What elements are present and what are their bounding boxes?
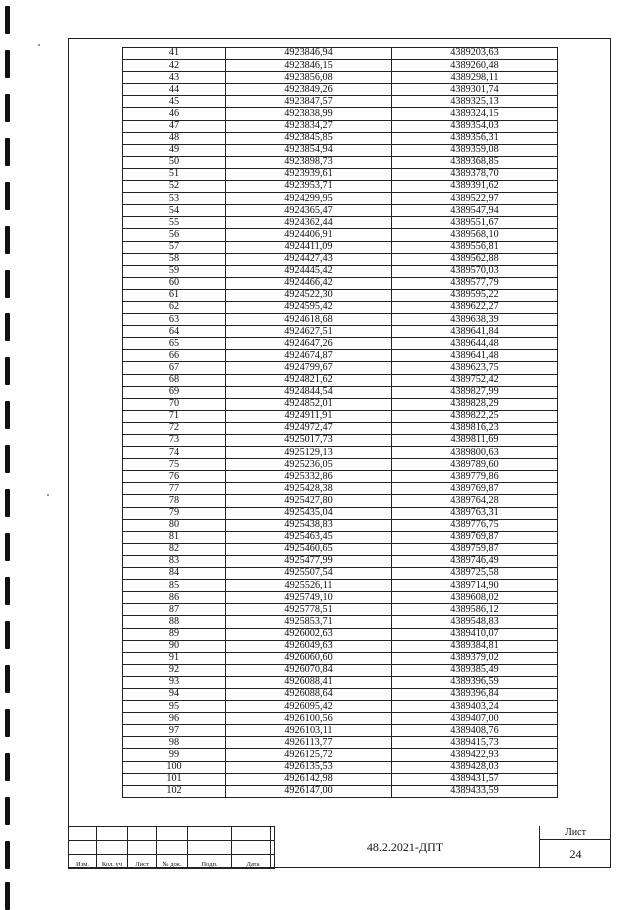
y-coordinate-cell: 4389391,62 xyxy=(392,181,558,193)
point-number-cell: 98 xyxy=(123,737,226,749)
x-coordinate-cell: 4923939,61 xyxy=(226,168,392,180)
y-coordinate-cell: 4389562,88 xyxy=(392,253,558,265)
table-row xyxy=(123,277,558,289)
x-coordinate-cell: 4925507,54 xyxy=(226,568,392,580)
x-coordinate-cell: 4924522,30 xyxy=(226,289,392,301)
y-coordinate-cell: 4389203,63 xyxy=(392,48,558,60)
y-coordinate-cell: 4389403,24 xyxy=(392,701,558,713)
x-coordinate-cell: 4926060,60 xyxy=(226,652,392,664)
y-coordinate-cell: 4389638,39 xyxy=(392,314,558,326)
title-block-grid xyxy=(68,826,275,869)
table-row xyxy=(123,108,558,120)
binder-hole xyxy=(5,357,10,385)
x-coordinate-cell: 4924647,26 xyxy=(226,338,392,350)
x-coordinate-cell: 4925477,99 xyxy=(226,555,392,567)
table-row xyxy=(123,555,558,567)
x-coordinate-cell: 4923898,73 xyxy=(226,156,392,168)
point-number-cell: 45 xyxy=(123,96,226,108)
point-number-cell: 77 xyxy=(123,483,226,495)
document-code: 48.2.2021-ДПТ xyxy=(270,826,540,868)
point-number-cell: 95 xyxy=(123,701,226,713)
sheet-header: Лист xyxy=(128,855,157,869)
coordinates-table-body xyxy=(123,48,558,798)
table-row xyxy=(123,48,558,60)
x-coordinate-cell: 4926095,42 xyxy=(226,701,392,713)
table-row xyxy=(123,241,558,253)
x-coordinate-cell: 4926103,11 xyxy=(226,725,392,737)
point-number-cell: 65 xyxy=(123,338,226,350)
binder-hole xyxy=(5,841,10,869)
table-row xyxy=(123,350,558,362)
y-coordinate-cell: 4389359,08 xyxy=(392,144,558,156)
table-row xyxy=(123,507,558,519)
y-coordinate-cell: 4389568,10 xyxy=(392,229,558,241)
point-number-cell: 62 xyxy=(123,301,226,313)
scan-speck xyxy=(47,494,49,496)
table-row xyxy=(123,495,558,507)
table-row xyxy=(123,459,558,471)
binder-hole xyxy=(5,270,10,298)
x-coordinate-cell: 4925129,13 xyxy=(226,447,392,459)
y-coordinate-cell: 4389623,75 xyxy=(392,362,558,374)
y-coordinate-cell: 4389811,69 xyxy=(392,435,558,447)
x-coordinate-cell: 4925749,10 xyxy=(226,592,392,604)
x-coordinate-cell: 4924821,62 xyxy=(226,374,392,386)
table-row xyxy=(123,580,558,592)
y-coordinate-cell: 4389641,84 xyxy=(392,326,558,338)
point-number-cell: 44 xyxy=(123,84,226,96)
point-number-cell: 78 xyxy=(123,495,226,507)
x-coordinate-cell: 4925778,51 xyxy=(226,604,392,616)
signature-header: Подп. xyxy=(188,855,232,869)
y-coordinate-cell: 4389641,48 xyxy=(392,350,558,362)
x-coordinate-cell: 4925236,05 xyxy=(226,459,392,471)
table-row xyxy=(123,120,558,132)
x-coordinate-cell: 4924411,09 xyxy=(226,241,392,253)
x-coordinate-cell: 4924799,67 xyxy=(226,362,392,374)
y-coordinate-cell: 4389354,03 xyxy=(392,120,558,132)
x-coordinate-cell: 4926070,84 xyxy=(226,664,392,676)
table-row xyxy=(123,362,558,374)
x-coordinate-cell: 4924427,43 xyxy=(226,253,392,265)
x-coordinate-cell: 4924466,42 xyxy=(226,277,392,289)
y-coordinate-cell: 4389759,87 xyxy=(392,543,558,555)
point-number-cell: 72 xyxy=(123,422,226,434)
table-row xyxy=(123,156,558,168)
y-coordinate-cell: 4389608,02 xyxy=(392,592,558,604)
y-coordinate-cell: 4389622,27 xyxy=(392,301,558,313)
count-header: Кол. уч xyxy=(97,855,128,869)
x-coordinate-cell: 4925435,04 xyxy=(226,507,392,519)
point-number-cell: 84 xyxy=(123,568,226,580)
table-row xyxy=(123,628,558,640)
point-number-cell: 47 xyxy=(123,120,226,132)
binder-hole xyxy=(5,665,10,693)
table-row xyxy=(123,664,558,676)
y-coordinate-cell: 4389407,00 xyxy=(392,713,558,725)
point-number-cell: 96 xyxy=(123,713,226,725)
x-coordinate-cell: 4923838,99 xyxy=(226,108,392,120)
table-row xyxy=(123,301,558,313)
x-coordinate-cell: 4925438,83 xyxy=(226,519,392,531)
point-number-cell: 73 xyxy=(123,435,226,447)
table-row xyxy=(123,168,558,180)
table-row xyxy=(123,422,558,434)
table-row xyxy=(123,84,558,96)
x-coordinate-cell: 4926088,41 xyxy=(226,676,392,688)
y-coordinate-cell: 4389800,63 xyxy=(392,447,558,459)
binder-hole xyxy=(5,6,10,34)
y-coordinate-cell: 4389385,49 xyxy=(392,664,558,676)
point-number-cell: 66 xyxy=(123,350,226,362)
y-coordinate-cell: 4389644,48 xyxy=(392,338,558,350)
y-coordinate-cell: 4389822,25 xyxy=(392,410,558,422)
x-coordinate-cell: 4924406,91 xyxy=(226,229,392,241)
binder-hole xyxy=(5,445,10,473)
x-coordinate-cell: 4923846,94 xyxy=(226,48,392,60)
x-coordinate-cell: 4924674,87 xyxy=(226,350,392,362)
sheet-label: Лист xyxy=(540,826,611,840)
y-coordinate-cell: 4389789,60 xyxy=(392,459,558,471)
table-row xyxy=(123,193,558,205)
x-coordinate-cell: 4923854,94 xyxy=(226,144,392,156)
y-coordinate-cell: 4389410,07 xyxy=(392,628,558,640)
binder-hole xyxy=(5,226,10,254)
table-row xyxy=(123,725,558,737)
table-row xyxy=(123,785,558,797)
point-number-cell: 58 xyxy=(123,253,226,265)
binder-hole xyxy=(5,489,10,517)
point-number-cell: 99 xyxy=(123,749,226,761)
y-coordinate-cell: 4389570,03 xyxy=(392,265,558,277)
point-number-cell: 76 xyxy=(123,471,226,483)
y-coordinate-cell: 4389548,83 xyxy=(392,616,558,628)
x-coordinate-cell: 4923856,08 xyxy=(226,72,392,84)
x-coordinate-cell: 4923849,26 xyxy=(226,84,392,96)
point-number-cell: 74 xyxy=(123,447,226,459)
y-coordinate-cell: 4389422,93 xyxy=(392,749,558,761)
y-coordinate-cell: 4389408,76 xyxy=(392,725,558,737)
table-row xyxy=(123,398,558,410)
point-number-cell: 67 xyxy=(123,362,226,374)
x-coordinate-cell: 4926100,56 xyxy=(226,713,392,725)
point-number-cell: 57 xyxy=(123,241,226,253)
point-number-cell: 50 xyxy=(123,156,226,168)
binder-hole xyxy=(5,401,10,429)
binder-hole xyxy=(5,753,10,781)
table-row xyxy=(123,229,558,241)
x-coordinate-cell: 4924445,42 xyxy=(226,265,392,277)
x-coordinate-cell: 4923953,71 xyxy=(226,181,392,193)
x-coordinate-cell: 4925526,11 xyxy=(226,580,392,592)
table-row xyxy=(123,205,558,217)
x-coordinate-cell: 4926113,77 xyxy=(226,737,392,749)
point-number-cell: 55 xyxy=(123,217,226,229)
point-number-cell: 102 xyxy=(123,785,226,797)
point-number-cell: 59 xyxy=(123,265,226,277)
x-coordinate-cell: 4924852,01 xyxy=(226,398,392,410)
y-coordinate-cell: 4389325,13 xyxy=(392,96,558,108)
y-coordinate-cell: 4389725,58 xyxy=(392,568,558,580)
table-row xyxy=(123,773,558,785)
y-coordinate-cell: 4389827,99 xyxy=(392,386,558,398)
point-number-cell: 94 xyxy=(123,688,226,700)
x-coordinate-cell: 4924362,44 xyxy=(226,217,392,229)
table-row xyxy=(123,483,558,495)
x-coordinate-cell: 4924911,91 xyxy=(226,410,392,422)
table-row xyxy=(123,60,558,72)
table-row xyxy=(123,253,558,265)
point-number-cell: 86 xyxy=(123,592,226,604)
y-coordinate-cell: 4389769,87 xyxy=(392,531,558,543)
table-row xyxy=(123,144,558,156)
x-coordinate-cell: 4924972,47 xyxy=(226,422,392,434)
table-row xyxy=(123,289,558,301)
table-row xyxy=(123,447,558,459)
binder-hole xyxy=(5,313,10,341)
title-block xyxy=(68,826,611,868)
table-row xyxy=(123,435,558,447)
y-coordinate-cell: 4389260,48 xyxy=(392,60,558,72)
table-row xyxy=(123,640,558,652)
binder-hole xyxy=(5,94,10,122)
point-number-cell: 53 xyxy=(123,193,226,205)
x-coordinate-cell: 4925460,65 xyxy=(226,543,392,555)
point-number-cell: 75 xyxy=(123,459,226,471)
binder-hole xyxy=(5,533,10,561)
point-number-cell: 83 xyxy=(123,555,226,567)
y-coordinate-cell: 4389431,57 xyxy=(392,773,558,785)
x-coordinate-cell: 4924595,42 xyxy=(226,301,392,313)
y-coordinate-cell: 4389433,59 xyxy=(392,785,558,797)
table-row xyxy=(123,531,558,543)
binder-hole xyxy=(5,138,10,166)
table-row xyxy=(123,217,558,229)
x-coordinate-cell: 4925427,80 xyxy=(226,495,392,507)
x-coordinate-cell: 4924627,51 xyxy=(226,326,392,338)
point-number-cell: 89 xyxy=(123,628,226,640)
y-coordinate-cell: 4389776,75 xyxy=(392,519,558,531)
y-coordinate-cell: 4389428,03 xyxy=(392,761,558,773)
table-row xyxy=(123,592,558,604)
y-coordinate-cell: 4389752,42 xyxy=(392,374,558,386)
point-number-cell: 69 xyxy=(123,386,226,398)
table-row xyxy=(123,132,558,144)
binder-hole xyxy=(5,882,10,910)
table-row xyxy=(123,604,558,616)
y-coordinate-cell: 4389379,02 xyxy=(392,652,558,664)
table-row xyxy=(123,652,558,664)
coordinates-table xyxy=(122,47,558,798)
x-coordinate-cell: 4926125,72 xyxy=(226,749,392,761)
point-number-cell: 87 xyxy=(123,604,226,616)
y-coordinate-cell: 4389415,73 xyxy=(392,737,558,749)
y-coordinate-cell: 4389301,74 xyxy=(392,84,558,96)
table-row xyxy=(123,386,558,398)
scan-speck xyxy=(38,44,40,46)
table-row xyxy=(123,265,558,277)
table-row xyxy=(123,701,558,713)
y-coordinate-cell: 4389396,84 xyxy=(392,688,558,700)
point-number-cell: 82 xyxy=(123,543,226,555)
point-number-cell: 85 xyxy=(123,580,226,592)
y-coordinate-cell: 4389779,86 xyxy=(392,471,558,483)
x-coordinate-cell: 4926088,64 xyxy=(226,688,392,700)
y-coordinate-cell: 4389595,22 xyxy=(392,289,558,301)
point-number-cell: 79 xyxy=(123,507,226,519)
x-coordinate-cell: 4924618,68 xyxy=(226,314,392,326)
point-number-cell: 48 xyxy=(123,132,226,144)
point-number-cell: 68 xyxy=(123,374,226,386)
y-coordinate-cell: 4389577,79 xyxy=(392,277,558,289)
table-row xyxy=(123,543,558,555)
y-coordinate-cell: 4389356,31 xyxy=(392,132,558,144)
table-row xyxy=(123,96,558,108)
table-row xyxy=(123,72,558,84)
y-coordinate-cell: 4389551,67 xyxy=(392,217,558,229)
x-coordinate-cell: 4926049,63 xyxy=(226,640,392,652)
point-number-cell: 70 xyxy=(123,398,226,410)
table-row xyxy=(123,326,558,338)
y-coordinate-cell: 4389764,28 xyxy=(392,495,558,507)
table-row xyxy=(123,676,558,688)
table-row xyxy=(123,519,558,531)
x-coordinate-cell: 4923846,15 xyxy=(226,60,392,72)
x-coordinate-cell: 4925428,38 xyxy=(226,483,392,495)
table-row xyxy=(123,181,558,193)
point-number-cell: 81 xyxy=(123,531,226,543)
y-coordinate-cell: 4389324,15 xyxy=(392,108,558,120)
y-coordinate-cell: 4389556,81 xyxy=(392,241,558,253)
binder-margin xyxy=(0,0,14,905)
date-header: Дата xyxy=(232,855,275,869)
table-row xyxy=(123,713,558,725)
point-number-cell: 56 xyxy=(123,229,226,241)
point-number-cell: 41 xyxy=(123,48,226,60)
table-row xyxy=(123,410,558,422)
y-coordinate-cell: 4389746,49 xyxy=(392,555,558,567)
y-coordinate-cell: 4389769,87 xyxy=(392,483,558,495)
x-coordinate-cell: 4923834,27 xyxy=(226,120,392,132)
x-coordinate-cell: 4926002,63 xyxy=(226,628,392,640)
point-number-cell: 93 xyxy=(123,676,226,688)
binder-hole xyxy=(5,50,10,78)
binder-hole xyxy=(5,182,10,210)
point-number-cell: 60 xyxy=(123,277,226,289)
table-row xyxy=(123,749,558,761)
point-number-cell: 52 xyxy=(123,181,226,193)
point-number-cell: 91 xyxy=(123,652,226,664)
binder-hole xyxy=(5,709,10,737)
x-coordinate-cell: 4924844,54 xyxy=(226,386,392,398)
revision-header: Изм. xyxy=(69,855,97,869)
point-number-cell: 88 xyxy=(123,616,226,628)
table-row xyxy=(123,471,558,483)
x-coordinate-cell: 4926135,53 xyxy=(226,761,392,773)
point-number-cell: 97 xyxy=(123,725,226,737)
point-number-cell: 61 xyxy=(123,289,226,301)
x-coordinate-cell: 4923847,57 xyxy=(226,96,392,108)
point-number-cell: 43 xyxy=(123,72,226,84)
binder-hole xyxy=(5,621,10,649)
y-coordinate-cell: 4389522,97 xyxy=(392,193,558,205)
y-coordinate-cell: 4389763,31 xyxy=(392,507,558,519)
x-coordinate-cell: 4926147,00 xyxy=(226,785,392,797)
x-coordinate-cell: 4926142,98 xyxy=(226,773,392,785)
sheet-number: 24 xyxy=(569,846,582,861)
point-number-cell: 80 xyxy=(123,519,226,531)
table-row xyxy=(123,737,558,749)
y-coordinate-cell: 4389816,23 xyxy=(392,422,558,434)
table-row xyxy=(123,338,558,350)
binder-hole xyxy=(5,797,10,825)
y-coordinate-cell: 4389368,85 xyxy=(392,156,558,168)
x-coordinate-cell: 4923845,85 xyxy=(226,132,392,144)
point-number-cell: 54 xyxy=(123,205,226,217)
point-number-cell: 51 xyxy=(123,168,226,180)
point-number-cell: 71 xyxy=(123,410,226,422)
x-coordinate-cell: 4925332,86 xyxy=(226,471,392,483)
y-coordinate-cell: 4389714,90 xyxy=(392,580,558,592)
point-number-cell: 42 xyxy=(123,60,226,72)
y-coordinate-cell: 4389384,81 xyxy=(392,640,558,652)
document-number-header: № док. xyxy=(157,855,188,869)
binder-hole xyxy=(5,577,10,605)
x-coordinate-cell: 4925853,71 xyxy=(226,616,392,628)
point-number-cell: 90 xyxy=(123,640,226,652)
y-coordinate-cell: 4389298,11 xyxy=(392,72,558,84)
point-number-cell: 100 xyxy=(123,761,226,773)
table-row xyxy=(123,314,558,326)
point-number-cell: 49 xyxy=(123,144,226,156)
point-number-cell: 46 xyxy=(123,108,226,120)
table-row xyxy=(123,374,558,386)
table-row xyxy=(123,761,558,773)
y-coordinate-cell: 4389828,29 xyxy=(392,398,558,410)
point-number-cell: 63 xyxy=(123,314,226,326)
point-number-cell: 101 xyxy=(123,773,226,785)
x-coordinate-cell: 4925017,73 xyxy=(226,435,392,447)
table-row xyxy=(123,688,558,700)
x-coordinate-cell: 4924365,47 xyxy=(226,205,392,217)
y-coordinate-cell: 4389396,59 xyxy=(392,676,558,688)
x-coordinate-cell: 4925463,45 xyxy=(226,531,392,543)
table-row xyxy=(123,616,558,628)
y-coordinate-cell: 4389378,70 xyxy=(392,168,558,180)
y-coordinate-cell: 4389547,94 xyxy=(392,205,558,217)
table-row xyxy=(123,568,558,580)
point-number-cell: 92 xyxy=(123,664,226,676)
point-number-cell: 64 xyxy=(123,326,226,338)
x-coordinate-cell: 4924299,95 xyxy=(226,193,392,205)
y-coordinate-cell: 4389586,12 xyxy=(392,604,558,616)
